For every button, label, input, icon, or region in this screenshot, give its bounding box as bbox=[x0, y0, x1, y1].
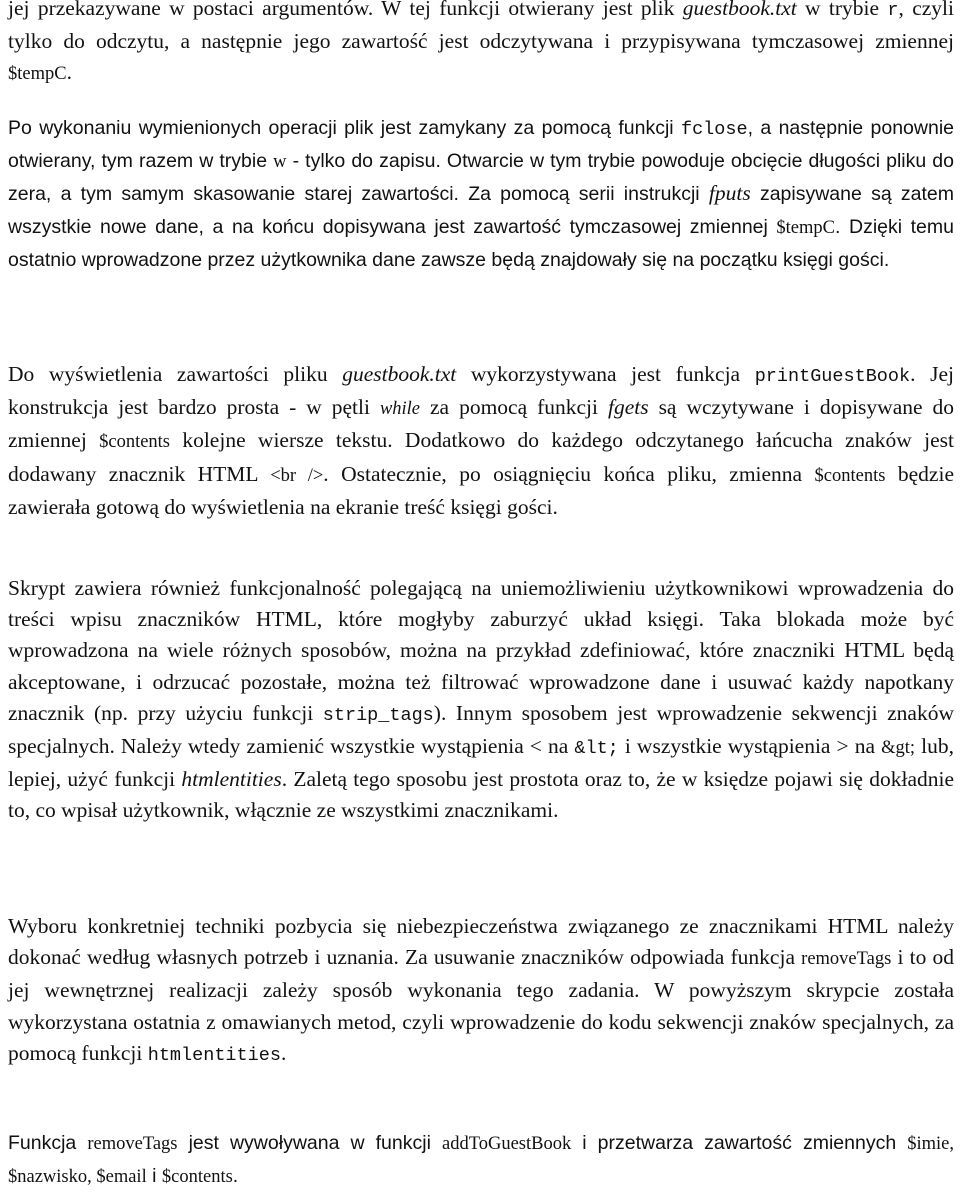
paragraph-2 bbox=[8, 112, 954, 276]
code-variable: $contents bbox=[99, 432, 171, 453]
text: zapisywane są zatem wszystkie nowe dane, a na końcu dopisywana jest zawartość tymczasowej zmiennej bbox=[8, 183, 954, 238]
code-function: addToGuestBook bbox=[441, 1134, 572, 1154]
code-function: fclose bbox=[680, 119, 748, 140]
text: za pomocą funkcji bbox=[420, 395, 608, 420]
code-variable: $tempC bbox=[8, 64, 67, 85]
text: Skrypt zawiera również funkcjonalność polegającą na uniemożliwieniu użytkownikowi wprowadzenia do treści wpisu znaczników HTML, które mogłyby zaburzyć układ księgi. Taka blokada może być wprowadzona na wiele różnych sposobów, można na przykład zdefiniować, które znaczniki HTML będą akceptowane, i odrzucać pozostałe, można też filtrować wprowadzone dane i usuwać każdy napotkany znacznik (np. przy użyciu funkcji bbox=[8, 576, 954, 725]
text: jej przekazywane w postaci argumentów. W tej funkcji otwierany jest plik bbox=[8, 0, 683, 20]
code-function: htmlentities bbox=[181, 767, 282, 792]
code-function: removeTags bbox=[801, 949, 892, 970]
text: , a następnie ponownie otwierany, tym razem w trybie bbox=[8, 117, 954, 173]
paragraph-1 bbox=[8, 0, 954, 91]
code-tag: <br /> bbox=[270, 465, 324, 486]
text: jest wywoływana w funkcji bbox=[177, 1132, 442, 1154]
text: będzie zawierała gotową do wyświetlenia na ekranie treść księgi gości. bbox=[8, 461, 954, 519]
code-function: strip_tags bbox=[322, 704, 434, 726]
text: - tylko do zapisu. Otwarcie w tym trybie powoduje obcięcie długości pliku do zera, a tym samym skasowanie starej zawartości. Za pomocą serii instrukcji bbox=[8, 150, 954, 206]
code-variable: $contents bbox=[814, 465, 886, 486]
text: Wyboru konkretniej techniki pozbycia się niebezpieczeństwa związanego ze znacznikami HTML należy dokonać według własnych potrzeb i uznania. Za usuwanie znaczników odpowiada funkcja bbox=[8, 914, 954, 970]
text: . Ostatecznie, po osiągnięciu końca pliku, zmienna bbox=[323, 461, 815, 486]
text: . Dzięki temu ostatnio wprowadzone przez użytkownika dane zawsze będą znajdowały się na początku księgi gości. bbox=[8, 215, 954, 271]
text: . bbox=[66, 60, 72, 85]
code-mode-r: r bbox=[887, 0, 899, 21]
code-entity: &lt; bbox=[574, 738, 619, 760]
text: Po wykonaniu wymienionych operacji plik jest zamykany za pomocą funkcji bbox=[8, 117, 681, 139]
text: i przetwarza zawartość zmiennych bbox=[571, 1132, 908, 1154]
text: lub, lepiej, użyć funkcji bbox=[8, 734, 954, 792]
text: wykorzystywana jest funkcja bbox=[456, 362, 755, 386]
text: . bbox=[232, 1165, 239, 1188]
code-function: fgets bbox=[607, 395, 649, 420]
code-function: htmlentities bbox=[147, 1044, 281, 1066]
code-function: printGuestBook bbox=[754, 366, 911, 387]
paragraph-4 bbox=[8, 573, 954, 827]
text: są wczytywane i dopisywane do zmiennej bbox=[8, 395, 954, 453]
code-function: fputs bbox=[708, 181, 751, 206]
filename: guestbook.txt bbox=[342, 362, 457, 386]
text: Funkcja bbox=[8, 1132, 88, 1154]
text: i bbox=[146, 1165, 162, 1188]
text: . bbox=[280, 1040, 287, 1065]
code-function: removeTags bbox=[87, 1134, 178, 1154]
text: kolejne wiersze tekstu. Dodatkowo do każdego odczytanego łańcucha znaków jest dodawany znacznik HTML bbox=[8, 428, 954, 486]
text: Do wyświetlenia zawartości pliku bbox=[8, 362, 343, 386]
code-variable: $tempC bbox=[776, 217, 835, 238]
text: , czyli tylko do odczytu, a następnie jego zawartość jest odczytywana i przypisywana tymczasowej zmiennej bbox=[8, 0, 954, 54]
filename: guestbook.txt bbox=[682, 0, 797, 20]
text: ). Innym sposobem jest wprowadzenie sekwencji znaków specjalnych. Należy wtedy zamienić wszystkie wystąpienia < na bbox=[8, 700, 955, 759]
paragraph-3 bbox=[8, 359, 954, 523]
text: . Zaletą tego sposobu jest prostota oraz to, że w księdze pojawi się dokładnie to, co wpisał użytkownik, włącznie ze wszystkimi znacznikami. bbox=[8, 767, 955, 823]
text: i wszystkie wystąpienia > na bbox=[618, 734, 882, 759]
code-mode-w: w bbox=[273, 152, 287, 173]
code-keyword: while bbox=[379, 399, 421, 420]
code-variable: $contents bbox=[161, 1167, 233, 1188]
text: i to od jej wewnętrznej realizacji zależy sposób wykonania tego zadania. W powyższym skrypcie została wykorzystana ostatnia z omawianych metod, czyli wprowadzenie do kodu sekwencji znaków specjalnych, za pomocą funkcji bbox=[8, 945, 954, 1065]
paragraph-6 bbox=[8, 1127, 954, 1193]
text: . Jej konstrukcja jest bardzo prosta - w pętli bbox=[8, 362, 954, 420]
code-entity: &gt; bbox=[881, 738, 916, 759]
code-variables: $imie, $nazwisko, $email bbox=[8, 1134, 954, 1188]
paragraph-5 bbox=[8, 911, 954, 1071]
text: w trybie bbox=[796, 0, 888, 20]
